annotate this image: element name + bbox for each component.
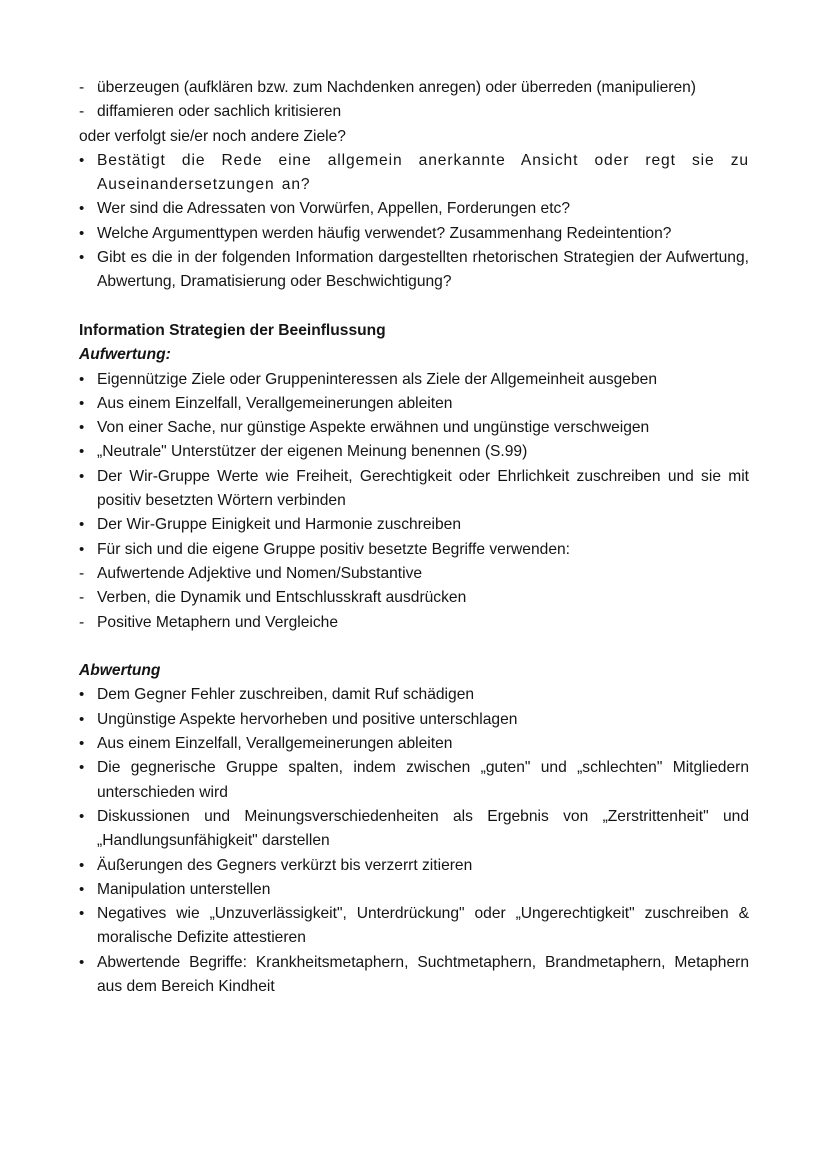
top-margin: [79, 0, 749, 76]
list-item: [79, 392, 749, 416]
bullet-marker: •: [79, 419, 85, 437]
bullet-marker: •: [79, 807, 85, 825]
bullet-marker: •: [79, 249, 85, 267]
subsection-title: Aufwertung: [79, 346, 166, 364]
list-item: [79, 513, 749, 537]
subsection-heading-abwertung: Abwertung: [79, 662, 161, 680]
list-item-text: Der Wir-Gruppe Werte wie Freiheit, Gerechtigkeit oder Ehrlichkeit zuschreiben und sie mit positiv besetzten Wörtern verbinden: [97, 467, 749, 510]
bullet-marker: •: [79, 953, 85, 971]
list-item-text: Für sich und die eigene Gruppe positiv besetzte Begriffe verwenden:: [97, 540, 571, 558]
list-item-text: Manipulation unterstellen: [97, 880, 271, 898]
list-item: [79, 951, 749, 1000]
list-item-text: Abwertende Begriffe: Krankheitsmetaphern, Suchtmetaphern, Brandmetaphern, Metaphern aus dem Bereich Kindheit: [97, 953, 749, 995]
list-item: [79, 732, 749, 756]
bullet-marker: •: [79, 540, 85, 558]
bullet-marker: •: [79, 151, 85, 169]
list-item-text: Diskussionen und Meinungsverschiedenheiten als Ergebnis von „Zerstrittenheit" und „Handlungsunfähigkeit" darstellen: [97, 807, 749, 850]
bullet-marker: •: [79, 443, 85, 461]
bullet-marker: •: [79, 880, 85, 898]
list-item: [79, 149, 749, 198]
list-item-text: Äußerungen des Gegners verkürzt bis verzerrt zitieren: [97, 856, 473, 874]
list-item: [79, 100, 749, 124]
dash-marker: -: [79, 564, 85, 582]
bullet-marker: •: [79, 686, 85, 704]
list-item: [79, 611, 749, 635]
list-item: [79, 708, 749, 732]
list-item-text: Von einer Sache, nur günstige Aspekte erwähnen und ungünstige verschweigen: [97, 419, 650, 437]
dash-marker: -: [79, 589, 85, 607]
spacer: [79, 295, 749, 319]
list-item-text: Welche Argumenttypen werden häufig verwendet? Zusammenhang Redeintention?: [97, 224, 672, 242]
list-item-text: überzeugen (aufklären bzw. zum Nachdenken anregen) oder überreden (manipulieren): [97, 79, 696, 96]
dash-marker: -: [79, 79, 85, 96]
list-item-text: Die gegnerische Gruppe spalten, indem zwischen „guten" und „schlechten" Mitgliedern unterschieden wird: [97, 759, 749, 801]
section-heading: Information Strategien der Beeinflussung: [79, 321, 386, 339]
list-item: [79, 368, 749, 392]
list-item: [79, 683, 749, 707]
paragraph-line: oder verfolgt sie/er noch andere Ziele?: [79, 127, 346, 145]
list-item-text: Gibt es die in der folgenden Information dargestellten rhetorischen Strategien der Aufwertung, Abwertung, Dramatisierung oder Beschwichtigung?: [97, 249, 749, 291]
list-item: [79, 902, 749, 951]
bullet-marker: •: [79, 394, 85, 412]
list-item: [79, 76, 749, 100]
list-item-text: Wer sind die Adressaten von Vorwürfen, Appellen, Forderungen etc?: [97, 200, 571, 218]
list-item: [79, 440, 749, 464]
list-item: [79, 586, 749, 610]
list-item-text: Ungünstige Aspekte hervorheben und positive unterschlagen: [97, 710, 518, 728]
list-item-text: Dem Gegner Fehler zuschreiben, damit Ruf schädigen: [97, 686, 475, 704]
list-item-text: „Neutrale" Unterstützer der eigenen Meinung benennen (S.99): [97, 443, 528, 461]
list-item-text: Verben, die Dynamik und Entschlusskraft ausdrücken: [97, 589, 467, 607]
dash-marker: -: [79, 103, 85, 121]
list-item: [79, 756, 749, 805]
list-item-text: Eigennützige Ziele oder Gruppeninteressen als Ziele der Allgemeinheit ausgeben: [97, 370, 657, 388]
list-item: [79, 197, 749, 221]
subsection-title-suffix: :: [165, 346, 171, 364]
list-item: [79, 562, 749, 586]
list-item: [79, 878, 749, 902]
bullet-marker: •: [79, 370, 85, 388]
document-page: [79, 0, 749, 999]
list-item: [79, 854, 749, 878]
list-item-text: diffamieren oder sachlich kritisieren: [97, 103, 342, 121]
list-item: [79, 416, 749, 440]
subsection-heading-aufwertung: [79, 343, 749, 367]
bullet-marker: •: [79, 710, 85, 728]
bullet-marker: •: [79, 735, 85, 753]
list-item-text: Der Wir-Gruppe Einigkeit und Harmonie zuschreiben: [97, 516, 462, 534]
bullet-marker: •: [79, 759, 85, 777]
list-item: [79, 465, 749, 514]
list-item-text: Aufwertende Adjektive und Nomen/Substantive: [97, 564, 423, 582]
list-item-text: Aus einem Einzelfall, Verallgemeinerungen ableiten: [97, 394, 453, 412]
bullet-marker: •: [79, 856, 85, 874]
bullet-marker: •: [79, 905, 85, 923]
bullet-marker: •: [79, 224, 85, 242]
list-item: [79, 805, 749, 854]
list-item-text: Bestätigt die Rede eine allgemein anerkannte Ansicht oder regt sie zu Auseinandersetzungen an?: [97, 151, 749, 194]
bullet-marker: •: [79, 467, 85, 485]
list-item-text: Negatives wie „Unzuverlässigkeit", Unterdrückung" oder „Ungerechtigkeit" zuschreiben & moralische Defizite attestieren: [97, 905, 749, 947]
list-item: [79, 246, 749, 295]
list-item: [79, 538, 749, 562]
list-item-text: Positive Metaphern und Vergleiche: [97, 613, 338, 631]
spacer: [79, 635, 749, 659]
list-item-text: Aus einem Einzelfall, Verallgemeinerungen ableiten: [97, 735, 453, 753]
bullet-marker: •: [79, 516, 85, 534]
bullet-marker: •: [79, 200, 85, 218]
list-item: [79, 222, 749, 246]
dash-marker: -: [79, 613, 85, 631]
